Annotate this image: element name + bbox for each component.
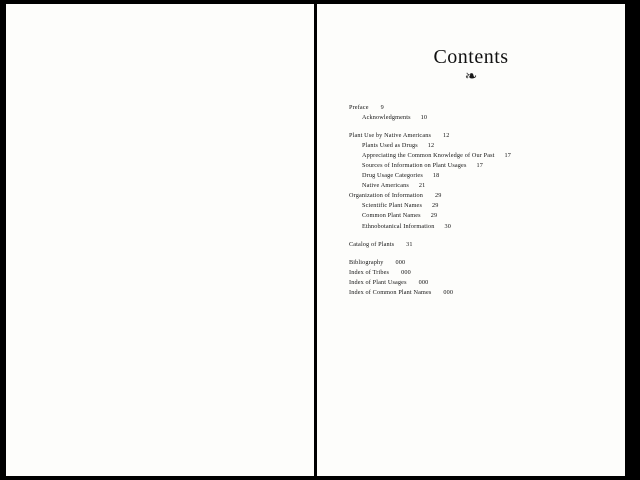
toc-entry-page: 12 [427, 142, 435, 150]
toc-entry-label: Preface [349, 104, 369, 111]
page-right-contents [317, 4, 625, 476]
toc-entry[interactable] [349, 222, 611, 232]
toc-entry[interactable] [349, 103, 611, 113]
toc-entry[interactable] [349, 211, 611, 221]
toc-entry-page: 9 [380, 104, 384, 111]
toc-entry[interactable] [349, 268, 611, 278]
toc-entry-page: 17 [504, 152, 512, 160]
toc-entry-page: 000 [395, 258, 406, 266]
toc-group-front-matter [349, 103, 611, 123]
toc-entry-page: 10 [420, 114, 428, 122]
page-title: Contents [433, 46, 509, 68]
toc-entry[interactable] [349, 171, 611, 181]
toc-group-plant-use [349, 131, 611, 231]
toc-entry-page: 31 [406, 240, 413, 248]
page-left-blank [6, 4, 314, 476]
toc-entry-label: Catalog of Plants [349, 240, 395, 248]
toc-entry-label: Index of Tribes [349, 268, 390, 276]
toc-entry-label: Appreciating the Common Knowledge of Our Past [362, 152, 495, 160]
toc-entry-page: 000 [443, 288, 454, 296]
toc-entry[interactable] [349, 240, 611, 250]
toc-entry-label: Drug Usage Categories [362, 172, 423, 180]
toc-entry[interactable] [349, 201, 611, 211]
toc-entry-label: Plant Use by Native Americans [349, 132, 432, 140]
toc-group-back-matter [349, 258, 611, 298]
toc-entry-label: Ethnobotanical Information [362, 222, 435, 230]
toc-entry-label: Bibliography [349, 258, 384, 266]
toc-entry-page: 30 [444, 222, 451, 230]
toc-entry-label: Common Plant Names [362, 212, 421, 220]
toc-entry[interactable] [349, 151, 611, 161]
toc-entry[interactable] [349, 181, 611, 191]
toc-entry-page: 29 [432, 202, 439, 210]
toc-entry-label: Acknowledgments [362, 114, 411, 122]
table-of-contents [349, 103, 611, 298]
toc-entry[interactable] [349, 288, 611, 298]
toc-entry-label: Plants Used as Drugs [362, 142, 418, 150]
toc-entry-label: Index of Plant Usages [349, 278, 407, 286]
toc-entry[interactable] [349, 113, 611, 123]
toc-entry-label: Index of Common Plant Names [349, 288, 432, 296]
toc-entry-page: 29 [435, 192, 442, 200]
toc-entry-page: 000 [418, 278, 429, 286]
toc-entry[interactable] [349, 191, 611, 201]
toc-entry-label: Native Americans [362, 182, 409, 190]
toc-entry-page: 18 [432, 172, 440, 180]
toc-entry[interactable] [349, 278, 611, 288]
toc-entry[interactable] [349, 258, 611, 268]
toc-entry-page: 21 [418, 182, 426, 190]
toc-entry[interactable] [349, 131, 611, 141]
toc-entry[interactable] [349, 161, 611, 171]
toc-entry[interactable] [349, 141, 611, 151]
floral-ornament-icon: ❧ [464, 69, 478, 85]
toc-entry-page: 12 [443, 132, 450, 140]
toc-entry-page: 000 [401, 268, 411, 276]
toc-entry-page: 29 [430, 212, 438, 220]
toc-entry-label: Sources of Information on Plant Usages [362, 162, 467, 170]
toc-entry-label: Scientific Plant Names [362, 202, 423, 210]
toc-entry-label: Organization of Information [349, 192, 424, 200]
toc-group-catalog [349, 240, 611, 250]
toc-entry-page: 17 [476, 162, 484, 170]
